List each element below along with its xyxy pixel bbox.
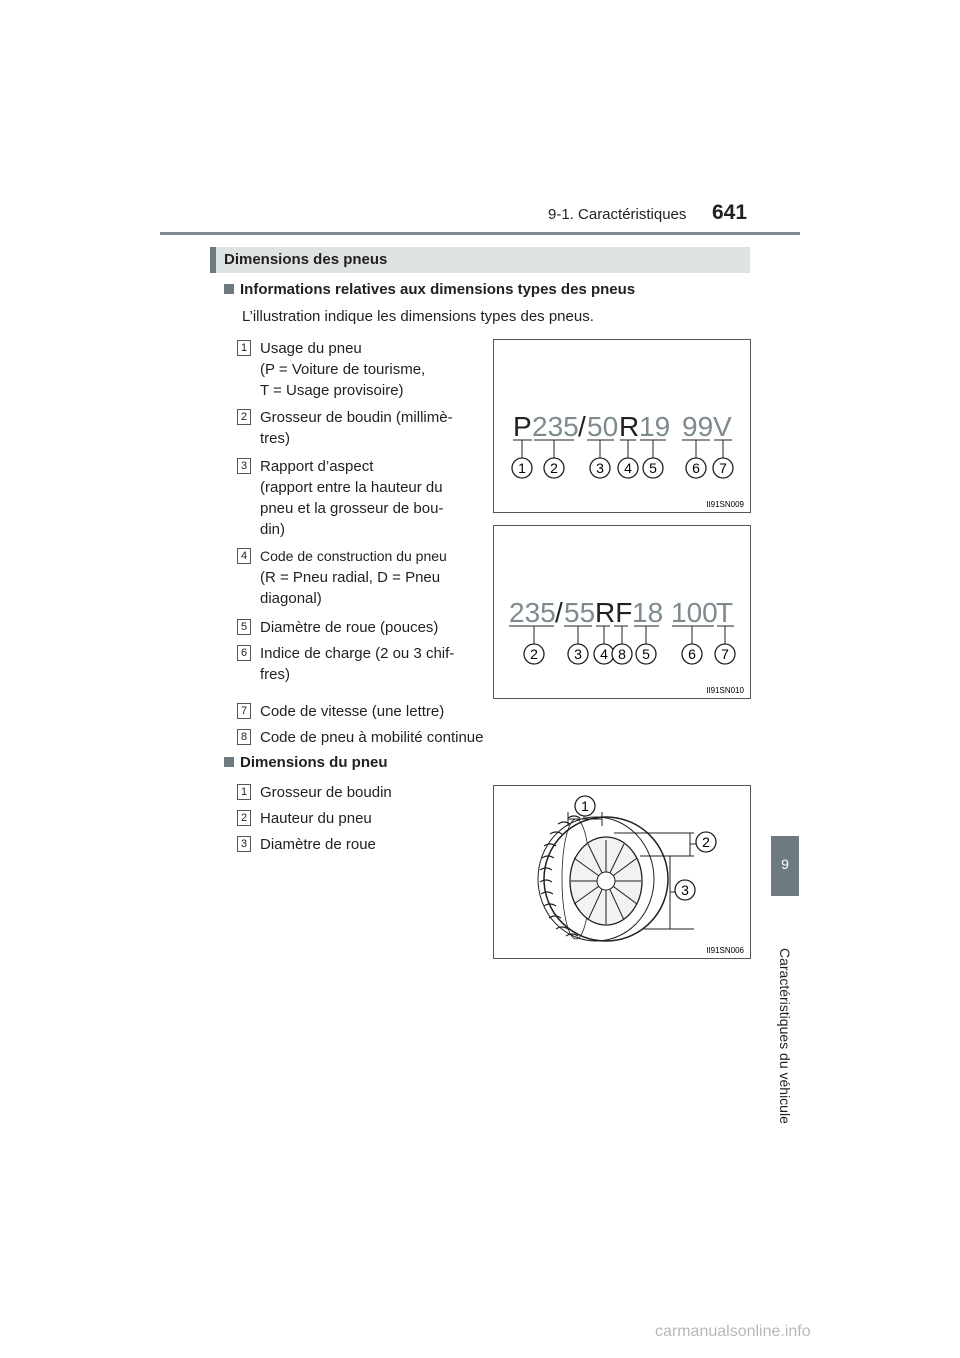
code-part: 235: [532, 411, 579, 442]
chapter-label: Caractéristiques du véhicule: [777, 948, 793, 1124]
item-number: 5: [237, 619, 251, 635]
intro-text: L’illustration indique les dimensions types des pneus.: [242, 308, 594, 325]
tire-illustration: [494, 786, 750, 958]
watermark-text: carmanualsonline.info: [655, 1323, 811, 1340]
code-part: T: [716, 597, 734, 628]
section-breadcrumb: 9-1. Caractéristiques: [548, 206, 687, 223]
figure-code: II91SN006: [706, 946, 744, 955]
square-bullet-icon: [224, 757, 234, 767]
item-number: 6: [237, 645, 251, 661]
item-line: (R = Pneu radial, D = Pneu: [260, 569, 441, 586]
item-line: Diamètre de roue: [260, 836, 376, 853]
callout-number: 7: [719, 460, 727, 476]
item-line: Code de construction du pneu: [260, 548, 447, 564]
figure-code: II91SN009: [706, 500, 744, 509]
item-number: 7: [237, 703, 251, 719]
item-number: 2: [237, 409, 251, 425]
section-heading-bar: [210, 247, 216, 273]
item-line: Grosseur de boudin (millimè-: [260, 409, 453, 426]
item-number: 3: [237, 836, 251, 852]
code-part: 50: [587, 411, 619, 442]
tire-code-diagram: [494, 526, 750, 698]
item-line: (P = Voiture de tourisme,: [260, 361, 426, 378]
callout-number: 3: [574, 646, 582, 662]
item-line: tres): [260, 430, 290, 447]
item-line: Hauteur du pneu: [260, 810, 372, 827]
code-part: R: [619, 411, 640, 442]
item-number: 3: [237, 458, 251, 474]
callout-number: 3: [681, 882, 689, 898]
section-heading-text: Dimensions des pneus: [224, 251, 388, 268]
callout-number: 6: [688, 646, 696, 662]
wheel-hub: [597, 872, 615, 890]
code-part: V: [713, 411, 732, 442]
subheading-tire-dimensions: [224, 754, 388, 771]
tire-code-diagram: [494, 340, 750, 512]
chapter-tab: [771, 836, 799, 896]
item-line: T = Usage provisoire): [260, 382, 404, 399]
section-heading: [210, 247, 750, 273]
square-bullet-icon: [224, 284, 234, 294]
item-line: din): [260, 521, 286, 538]
item-number: 4: [237, 548, 251, 564]
item-line: Code de pneu à mobilité continue: [260, 729, 484, 746]
callout-number: 4: [624, 460, 632, 476]
header-divider: [160, 232, 800, 235]
item-number: 1: [237, 340, 251, 356]
item-number: 2: [237, 810, 251, 826]
callout-number: 4: [600, 646, 608, 662]
item-line: (rapport entre la hauteur du: [260, 479, 443, 496]
item-line: pneu et la grosseur de bou-: [260, 500, 444, 517]
item-line: fres): [260, 666, 290, 683]
item-number: 8: [237, 729, 251, 745]
item-line: Rapport d’aspect: [260, 458, 374, 475]
subheading-text: Dimensions du pneu: [240, 754, 388, 771]
subheading-text: Informations relatives aux dimensions types des pneus: [240, 281, 636, 298]
code-part: 19: [639, 411, 671, 442]
callout-number: 5: [642, 646, 650, 662]
code-part: /: [578, 411, 586, 442]
chapter-number: 9: [781, 856, 789, 872]
item-line: Grosseur de boudin: [260, 784, 392, 801]
figure-code: II91SN010: [706, 686, 744, 695]
callout-number: 7: [721, 646, 729, 662]
item-line: Diamètre de roue (pouces): [260, 619, 439, 636]
item-line: Usage du pneu: [260, 340, 362, 357]
item-line: Code de vitesse (une lettre): [260, 703, 445, 720]
callout-number: 2: [530, 646, 538, 662]
item-number: 1: [237, 784, 251, 800]
item-line: diagonal): [260, 590, 322, 607]
page-number: 641: [712, 201, 748, 224]
item-line: Indice de charge (2 ou 3 chif-: [260, 645, 455, 662]
code-part: 55: [564, 597, 596, 628]
code-part: 100: [671, 597, 718, 628]
code-part: 235: [509, 597, 556, 628]
callout-number: 8: [618, 646, 626, 662]
callout-number: 5: [649, 460, 657, 476]
callout-number: 1: [581, 798, 589, 814]
callout-number: 2: [702, 834, 710, 850]
callout-number: 1: [518, 460, 526, 476]
figure-tire-dimensions: [493, 785, 751, 959]
code-part: 99: [682, 411, 714, 442]
callout-number: 2: [550, 460, 558, 476]
figure-tire-code-1: [493, 339, 751, 513]
code-part: P: [513, 411, 532, 442]
figure-tire-code-2: [493, 525, 751, 699]
subheading-tire-info: [224, 281, 635, 298]
code-part: RF: [595, 597, 633, 628]
code-part: 18: [632, 597, 664, 628]
callout-number: 6: [692, 460, 700, 476]
callout-number: 3: [596, 460, 604, 476]
code-part: /: [555, 597, 563, 628]
